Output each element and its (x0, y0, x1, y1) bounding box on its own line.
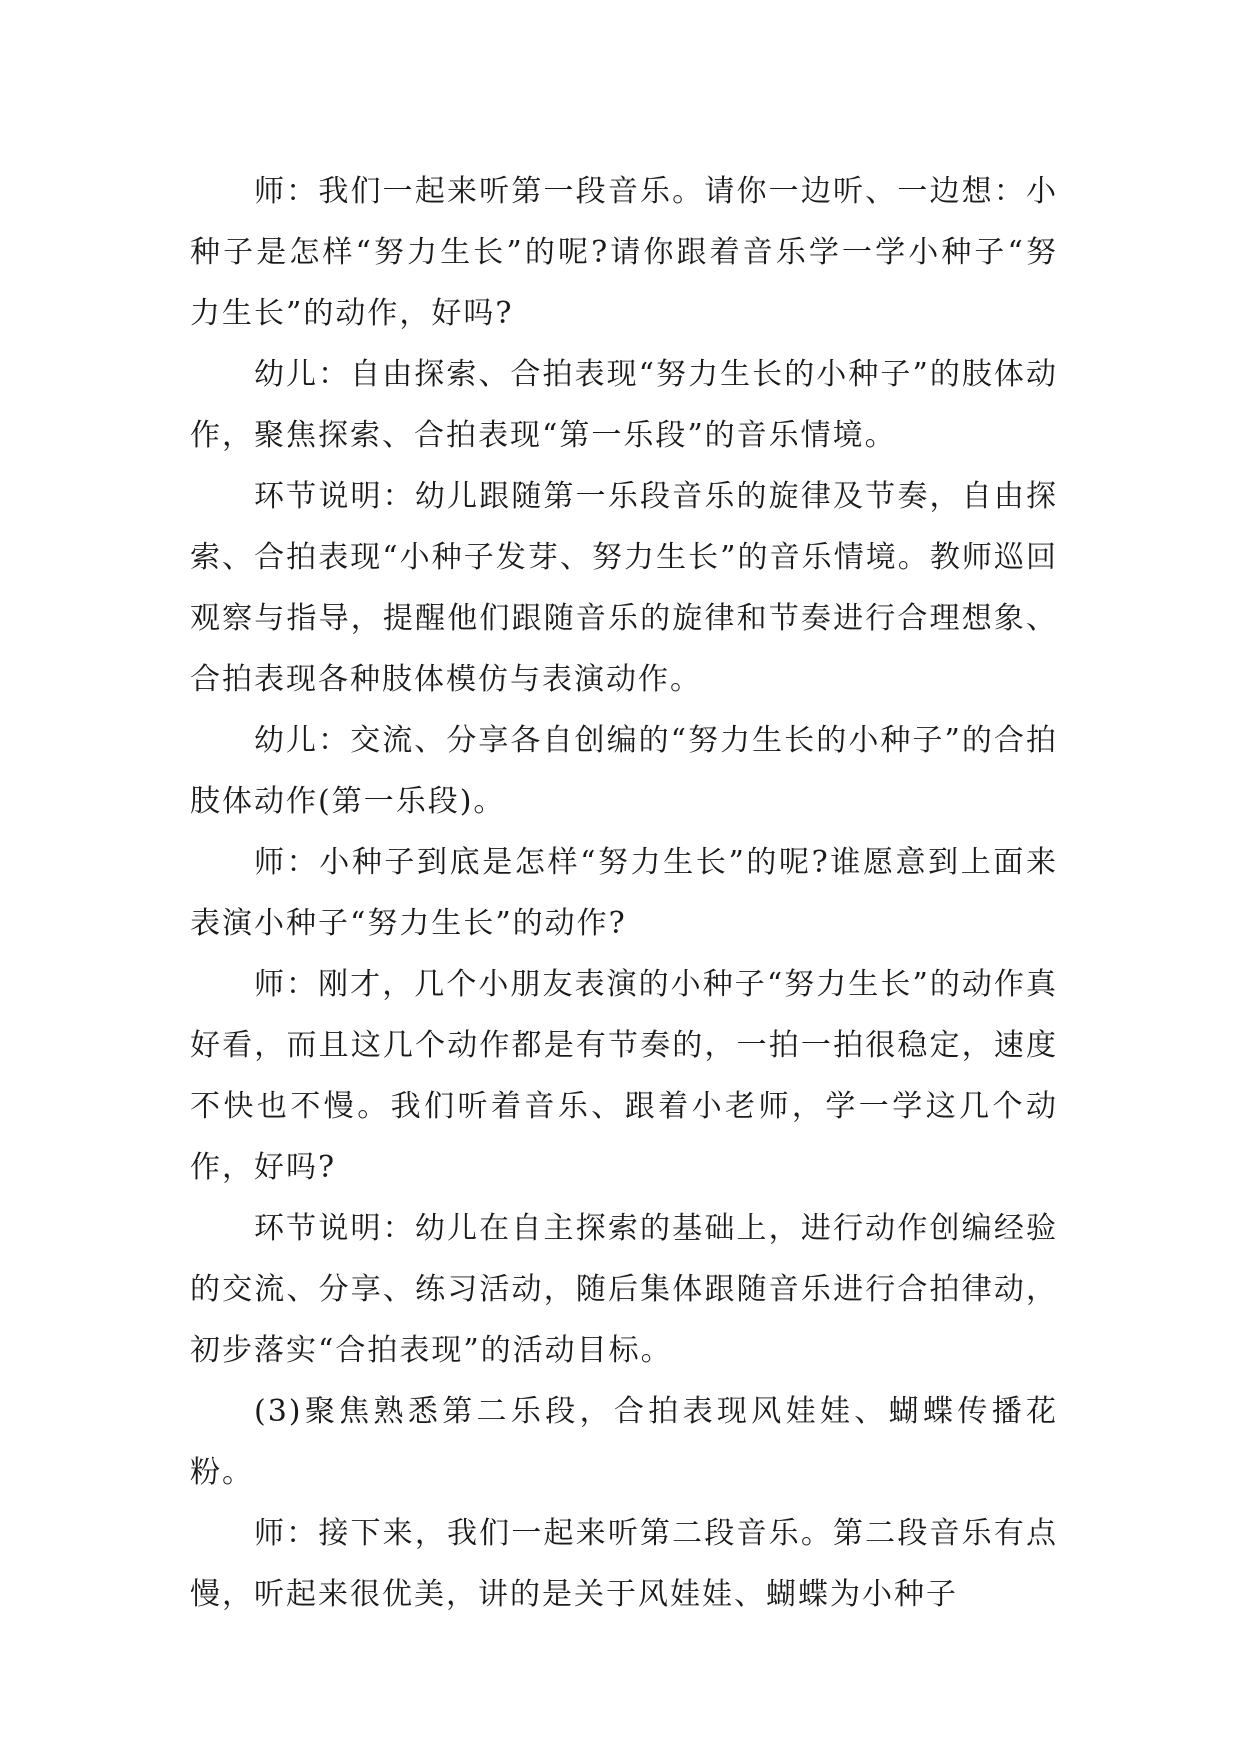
paragraph-teacher-listen-first-section: 师：我们一起来听第一段音乐。请你一边听、一边想：小种子是怎样“努力生长”的呢?请你跟着音乐学一学小种子“努力生长”的动作，好吗? (190, 174, 1058, 331)
paragraph-teacher-praise: 师：刚才，几个小朋友表演的小种子“努力生长”的动作真好看，而且这几个动作都是有节奏的，一拍一拍很稳定，速度不快也不慢。我们听着音乐、跟着小老师，学一学这几个动作，好吗? (190, 967, 1058, 1185)
paragraph-children-share: 幼儿：交流、分享各自创编的“努力生长的小种子”的合拍肢体动作(第一乐段)。 (190, 723, 1058, 819)
paragraph-children-explore: 幼儿：自由探索、合拍表现“努力生长的小种子”的肢体动作，聚焦探索、合拍表现“第一乐段”的音乐情境。 (190, 357, 1058, 453)
paragraph-teacher-second-section: 师：接下来，我们一起来听第二段音乐。第二段音乐有点慢，听起来很优美，讲的是关于风娃娃、蝴蝶为小种子 (190, 1516, 1058, 1612)
paragraph-teacher-question: 师：小种子到底是怎样“努力生长”的呢?谁愿意到上面来表演小种子“努力生长”的动作? (190, 845, 1058, 941)
paragraph-session-note-2: 环节说明：幼儿在自主探索的基础上，进行动作创编经验的交流、分享、练习活动，随后集体跟随音乐进行合拍律动，初步落实“合拍表现”的活动目标。 (190, 1211, 1058, 1368)
paragraph-step-3-heading: (3)聚焦熟悉第二乐段，合拍表现风娃娃、蝴蝶传播花粉。 (190, 1394, 1058, 1490)
paragraph-session-note-1: 环节说明：幼儿跟随第一乐段音乐的旋律及节奏，自由探索、合拍表现“小种子发芽、努力生长”的音乐情境。教师巡回观察与指导，提醒他们跟随音乐的旋律和节奏进行合理想象、合拍表现各种肢体模仿与表演动作。 (190, 479, 1058, 697)
document-body (190, 161, 1058, 1625)
